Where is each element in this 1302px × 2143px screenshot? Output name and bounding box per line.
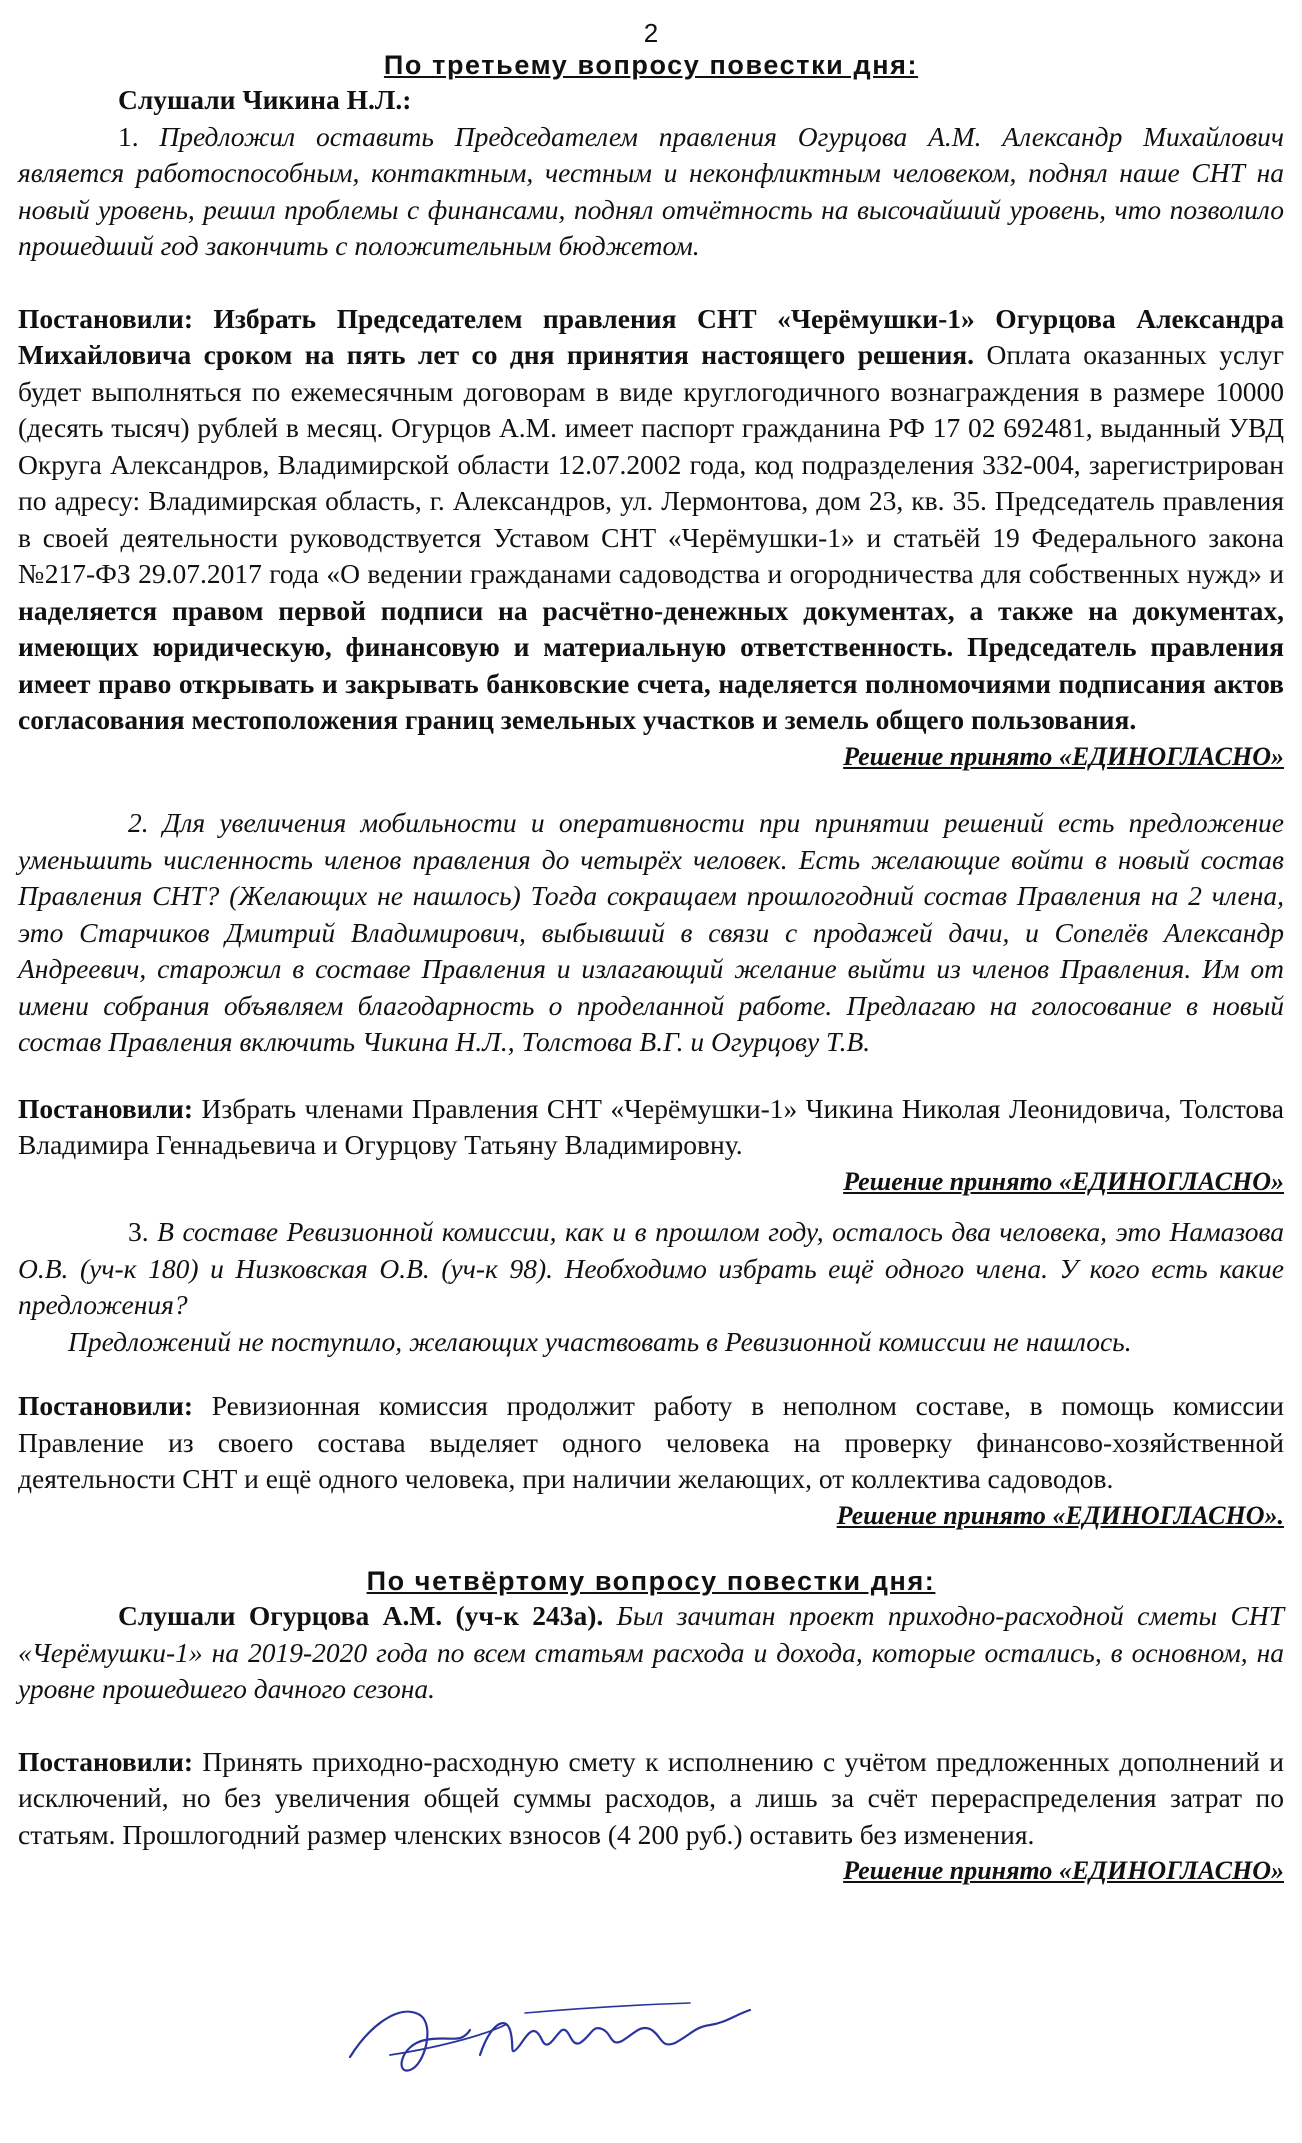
q3-item1-num: 1.	[118, 120, 139, 152]
q3-item3-text: В составе Ревизионной комиссии, как и в прошлом году, осталось два человека, это Намазова О.В. (уч-к 180) и Низковская О.В. (уч-к 98). Необходимо избрать ещё одного члена. У кого есть какие предложения?	[18, 1216, 1285, 1320]
q3-decision1-bold2: наделяется правом первой подписи на расчётно-денежных документах, а также на документах, имеющих юридическую, финансовую и материальную ответственность. Председатель правления имеет право открывать и закрывать банковские счета, наделяется полномочиями подписания актов согласования местоположения границ земельных участков и земель общего пользования.	[18, 594, 1284, 735]
q3-decision3-label: Постановили:	[18, 1390, 193, 1421]
q4-heard: Слушали Огурцова А.М. (уч-к 243а).	[118, 1600, 604, 1631]
q3-decision3-text: Ревизионная комиссия продолжит работу в неполном составе, в помощь комиссии Правление из своего состава выделяет одного человека на проверку финансово-хозяйственной деятельности СНТ и ещё одного человека, при наличии желающих, от коллектива садоводов.	[18, 1390, 1284, 1494]
q3-decision3-result: Решение принято «ЕДИНОГЛАСНО».	[836, 1500, 1284, 1530]
q3-item3-num: 3.	[128, 1216, 149, 1247]
q3-decision1-label: Постановили:	[18, 302, 193, 334]
q3-decision1-bold: Избрать Председателем правления СНТ «Черёмушки-1» Огурцова Александра Михайловича сроком на пять лет со дня принятия настоящего решения.	[18, 302, 1284, 370]
q3-item3	[18, 1214, 1284, 1324]
q3-decision1-normal: Оплата оказанных услуг будет выполняться по ежемесячным договорам в виде круглогодичного вознаграждения в размере 10000 (десять тысяч) рублей в месяц. Огурцов А.М. имеет паспорт гражданина РФ 17 02 692481, выданный УВД Округа Александров, Владимирской области 12.07.2002 года, код подразделения 332-004, зарегистрирован по адресу: Владимирская область, г. Александров, ул. Лермонтова, дом 23, кв. 35. Председатель правления в своей деятельности руководствуется Уставом СНТ «Черёмушки-1» и статьёй 19 Федерального закона №217-ФЗ 29.07.2017 года «О ведении гражданами садоводства и огородничества для собственных нужд» и	[18, 339, 1284, 589]
signature-icon	[330, 1985, 790, 2095]
q3-heading: По третьему вопросу повестки дня:	[383, 50, 919, 80]
q3-decision2-result: Решение принято «ЕДИНОГЛАСНО»	[843, 1166, 1284, 1196]
q3-decision2-text: Избрать членами Правления СНТ «Черёмушки-1» Чикина Николая Леонидовича, Толстова Владимира Геннадьевича и Огурцову Татьяну Владимировну.	[18, 1092, 1284, 1160]
q3-item1	[18, 119, 1284, 265]
q3-decision2	[18, 1091, 1284, 1164]
signature-stroke-4	[525, 2003, 690, 2013]
q3-decision3	[18, 1388, 1284, 1498]
q3-decision1-result: Решение принято «ЕДИНОГЛАСНО»	[843, 741, 1284, 771]
signature-stroke-3	[480, 2010, 750, 2055]
q4-decision-text: Принять приходно-расходную смету к исполнению с учётом предложенных дополнений и исключений, но без увеличения общей суммы расходов, а лишь за счёт перераспределения затрат по статьям. Прошлогодний размер членских взносов (4 200 руб.) оставить без изменения.	[18, 1745, 1284, 1850]
q4-heading: По четвёртому вопросу повестки дня:	[366, 1566, 936, 1596]
q3-decision2-label: Постановили:	[18, 1092, 193, 1124]
document-page	[18, 18, 1284, 1890]
q4-heard-paragraph	[18, 1598, 1284, 1708]
q3-decision1	[18, 301, 1284, 739]
q4-decision	[18, 1744, 1284, 1854]
q4-decision-result: Решение принято «ЕДИНОГЛАСНО»	[843, 1856, 1284, 1885]
q4-text: Был зачитан проект приходно-расходной сметы СНТ «Черёмушки-1» на 2019-2020 года по всем статьям расхода и дохода, которые остались, в основном, на уровне прошедшего дачного сезона.	[18, 1600, 1284, 1704]
q3-item3-followup: Предложений не поступило, желающих участвовать в Ревизионной комиссии не нашлось.	[68, 1325, 1132, 1357]
q3-item2: 2. Для увеличения мобильности и оперативности при принятии решений есть предложение уменьшить численность членов правления до четырёх человек. Есть желающие войти в новый состав Правления СНТ? (Желающих не нашлось) Тогда сокращаем прошлогодний состав Правления на 2 члена, это Старчиков Дмитрий Владимирович, выбывший в связи с продажей дачи, и Сопелёв Александр Андреевич, старожил в составе Правления и излагающий желание выйти из членов Правления. Им от имени собрания объявляем благодарность о проделанной работе. Предлагаю на голосование в новый состав Правления включить Чикина Н.Л., Толстова В.Г. и Огурцову Т.В.	[18, 807, 1284, 1057]
q3-item1-text: Предложил оставить Председателем правления Огурцова А.М. Александр Михайлович является работоспособным, контактным, честным и неконфликтным человеком, поднял наше СНТ на новый уровень, решил проблемы с финансами, поднял отчётность на высочайший уровень, что позволило прошедший год закончить с положительным бюджетом.	[18, 120, 1285, 261]
signature-stroke-1	[350, 2012, 470, 2071]
page-number: 2	[643, 18, 659, 48]
q4-decision-label: Постановили:	[18, 1745, 193, 1777]
q3-heard: Слушали Чикина Н.Л.:	[118, 84, 412, 115]
